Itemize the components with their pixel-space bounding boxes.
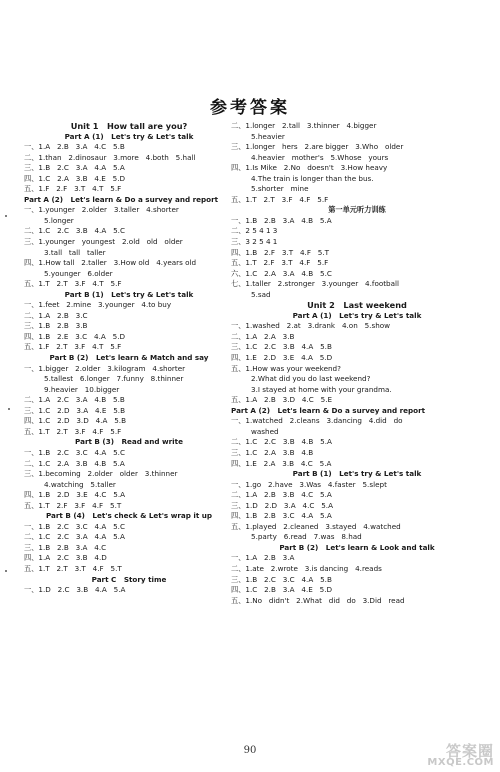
- answer-line: 五、1.T 2.F 3.T 4.F 5.F: [231, 258, 329, 268]
- answer-line: 五、1.played 2.cleaned 3.stayed 4.watched: [231, 521, 401, 531]
- section-heading: Part B (3) Read and write: [75, 437, 183, 447]
- answer-line: 一、1.A 2.B 3.A 4.C 5.B: [24, 142, 125, 152]
- section-heading: Part B (1) Let's try & Let's talk: [292, 469, 422, 479]
- answer-line: 一、1.D 2.C 3.B 4.A 5.A: [24, 585, 126, 595]
- answer-line: 四、1.C 2.B 3.A 4.E 5.D: [231, 585, 333, 595]
- answer-line: 四、1.E 2.A 3.B 4.C 5.A: [231, 458, 332, 468]
- page-title: 参考答案: [210, 98, 290, 118]
- answer-line: 二、1.A 2.C 3.A 4.B 5.B: [24, 395, 125, 405]
- answer-line: 七、1.taller 2.stronger 3.younger 4.football: [231, 279, 400, 289]
- answer-line: 四、1.A 2.C 3.B 4.D: [24, 553, 107, 563]
- answer-line: 二、1.C 2.A 3.B 4.B 5.A: [24, 458, 125, 468]
- answer-line: 一、1.bigger 2.older 3.kilogram 4.shorter: [24, 363, 186, 373]
- answer-line: 二、1.A 2.B 3.B 4.C 5.A: [231, 490, 332, 500]
- watermark: [396, 740, 496, 768]
- answer-line: 二、1.A 2.B 3.C: [24, 310, 88, 320]
- answer-line: 9.heavier 10.bigger: [44, 384, 120, 394]
- section-heading: Part B (2) Let's learn & Match and say: [49, 353, 209, 363]
- answer-line: 三、1.C 2.C 3.B 4.A 5.B: [231, 342, 332, 352]
- answer-line: 5.heavier: [251, 131, 285, 141]
- answer-line: 一、1.feet 2.mine 3.younger 4.to buy: [24, 300, 172, 310]
- answer-line: 四、1.B 2.B 3.C 4.A 5.A: [231, 511, 332, 521]
- margin-dot: [5, 215, 7, 217]
- answer-line: washed: [251, 426, 279, 436]
- answer-column-right: [231, 121, 483, 606]
- answer-line: 二、1.longer 2.tall 3.thinner 4.bigger: [231, 121, 377, 130]
- answer-line: 5.tallest 6.longer 7.funny 8.thinner: [44, 374, 184, 384]
- answer-line: 五、1.T 2.T 3.T 4.F 5.T: [24, 563, 122, 573]
- answer-line: 2.What did you do last weekend?: [251, 374, 371, 384]
- answer-line: 六、1.C 2.A 3.A 4.B 5.C: [231, 268, 332, 278]
- answer-line: 三、1.B 2.C 3.C 4.A 5.B: [231, 574, 332, 584]
- answer-line: 4.heavier mother's 5.Whose yours: [251, 152, 389, 162]
- section-heading: Part A (2) Let's learn & Do a survey and report: [231, 405, 426, 415]
- answer-line: 三、1.C 2.A 3.B 4.B: [231, 447, 314, 457]
- answer-line: 5.younger 6.older: [44, 268, 113, 278]
- answer-line: 一、1.younger 2.older 3.taller 4.shorter: [24, 205, 179, 215]
- answer-line: 5.shorter mine: [251, 184, 309, 194]
- unit-heading: Unit 2 Last weekend: [307, 300, 407, 311]
- answer-line: 五、1.T 2.T 3.F 4.F 5.F: [24, 426, 122, 436]
- answer-line: 一、1.B 2.B 3.A 4.B 5.A: [231, 215, 332, 225]
- answer-line: 四、1.C 2.D 3.D 4.A 5.B: [24, 416, 127, 426]
- answer-line: 四、1.E 2.D 3.E 4.A 5.D: [231, 353, 333, 363]
- answer-line: 4.The train is longer than the bus.: [251, 173, 374, 183]
- page-number: 90: [243, 745, 257, 756]
- answer-line: 一、1.watched 2.cleans 3.dancing 4.did do: [231, 416, 403, 426]
- answer-line: 一、1.A 2.B 3.A: [231, 553, 295, 563]
- margin-dot: [8, 408, 10, 410]
- answer-line: 五、1.T 2.T 3.F 4.F 5.F: [231, 194, 329, 204]
- answer-column-left: [24, 121, 234, 596]
- answer-line: 五、1.F 2.T 3.F 4.T 5.F: [24, 342, 122, 352]
- section-heading: Part B (1) Let's try & Let's talk: [64, 289, 194, 299]
- answer-line: 二、1.than 2.dinosaur 3.more 4.both 5.hall: [24, 152, 196, 162]
- answer-line: 二、1.C 2.C 3.A 4.A 5.A: [24, 532, 125, 542]
- margin-dot: [5, 570, 7, 572]
- answer-line: 二、1.C 2.C 3.B 4.B 5.A: [231, 437, 332, 447]
- answer-line: 一、1.B 2.C 3.C 4.A 5.C: [24, 447, 125, 457]
- answer-line: 三、1.D 2.D 3.A 4.C 5.A: [231, 500, 334, 510]
- answer-line: 五、1.No didn't 2.What did do 3.Did read: [231, 595, 405, 605]
- answer-line: 四、1.Is Mike 2.No doesn't 3.How heavy: [231, 163, 388, 173]
- answer-line: 三、1.younger youngest 2.old old older: [24, 237, 183, 247]
- answer-line: 四、1.C 2.A 3.B 4.E 5.D: [24, 173, 126, 183]
- answer-line: 二、1.A 2.A 3.B: [231, 331, 295, 341]
- answer-line: 4.watching 5.taller: [44, 479, 116, 489]
- answer-line: 一、1.go 2.have 3.Was 4.faster 5.slept: [231, 479, 387, 489]
- answer-line: 五、1.T 2.T 3.F 4.T 5.F: [24, 279, 122, 289]
- section-heading: Part B (4) Let's check & Let's wrap it up: [45, 511, 213, 521]
- section-heading: Part B (2) Let's learn & Look and talk: [279, 542, 435, 552]
- answer-line: 四、1.B 2.F 3.T 4.F 5.T: [231, 247, 330, 257]
- answer-line: 五、1.A 2.B 3.D 4.C 5.E: [231, 395, 333, 405]
- answer-line: 二、2 5 4 1 3: [231, 226, 278, 236]
- answer-line: 四、1.B 2.D 3.E 4.C 5.A: [24, 490, 126, 500]
- answer-line: 四、1.How tall 2.taller 3.How old 4.years old: [24, 258, 197, 268]
- answer-line: 5.sad: [251, 289, 271, 299]
- watermark-text: 答案圈: [445, 742, 494, 760]
- answer-line: 三、1.longer hers 2.are bigger 3.Who older: [231, 142, 404, 152]
- section-heading: Part C Story time: [91, 574, 167, 584]
- answer-line: 三、1.becoming 2.older older 3.thinner: [24, 469, 178, 479]
- answer-line: 二、1.ate 2.wrote 3.is dancing 4.reads: [231, 563, 382, 573]
- answer-line: 五、1.T 2.F 3.F 4.F 5.T: [24, 500, 122, 510]
- answer-line: 三、1.C 2.D 3.A 4.E 5.B: [24, 405, 126, 415]
- section-heading: 第一单元听力训练: [328, 205, 386, 215]
- section-heading: Part A (1) Let's try & Let's talk: [292, 310, 422, 320]
- answer-line: 5.party 6.read 7.was 8.had: [251, 532, 362, 542]
- answer-line: 五、1.How was your weekend?: [231, 363, 341, 373]
- answer-line: 三、3 2 5 4 1: [231, 237, 278, 247]
- answer-line: 3.tall tall taller: [44, 247, 106, 257]
- answer-line: 一、1.washed 2.at 3.drank 4.on 5.show: [231, 321, 391, 331]
- answer-line: 三、1.B 2.B 3.B: [24, 321, 88, 331]
- answer-line: 3.I stayed at home with your grandma.: [251, 384, 392, 394]
- answer-line: 二、1.C 2.C 3.B 4.A 5.C: [24, 226, 125, 236]
- answer-line: 三、1.B 2.C 3.A 4.A 5.A: [24, 163, 125, 173]
- section-heading: Part A (1) Let's try & Let's talk: [64, 131, 194, 141]
- unit-heading: Unit 1 How tall are you?: [70, 121, 188, 131]
- section-heading: Part A (2) Let's learn & Do a survey and report: [24, 194, 219, 204]
- answer-line: 四、1.B 2.E 3.C 4.A 5.D: [24, 331, 126, 341]
- answer-line: 一、1.B 2.C 3.C 4.A 5.C: [24, 521, 125, 531]
- watermark-url: MXQE.COM: [427, 757, 494, 768]
- answer-line: 5.longer: [44, 215, 74, 225]
- answer-line: 三、1.B 2.B 3.A 4.C: [24, 542, 107, 552]
- answer-line: 五、1.F 2.F 3.T 4.T 5.F: [24, 184, 122, 194]
